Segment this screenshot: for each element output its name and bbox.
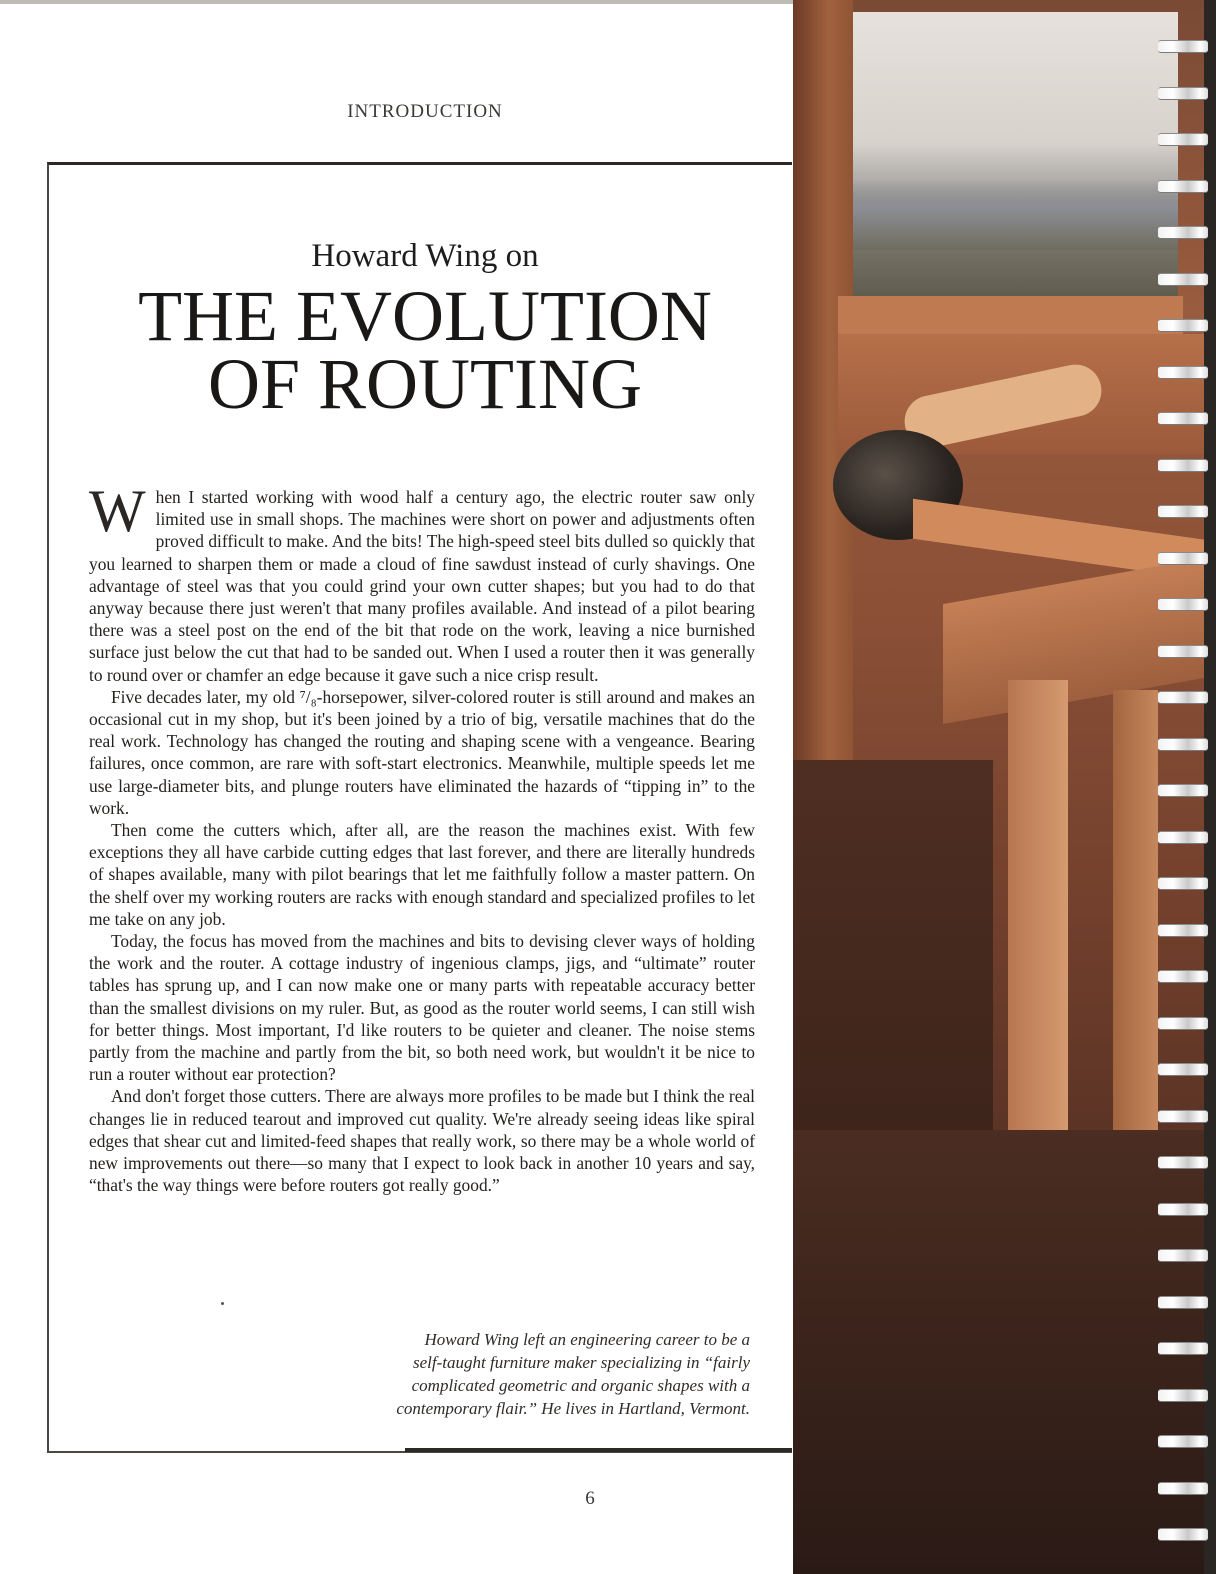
binding-coil <box>1158 1296 1208 1309</box>
binding-coil <box>1158 1110 1208 1123</box>
article-kicker: Howard Wing on <box>311 238 539 274</box>
binding-coil <box>1158 1389 1208 1402</box>
binding-coil <box>1158 1063 1208 1076</box>
body-paragraph: And don't forget those cutters. There are always more profiles to be made but I think the real changes lie in reduced tearout and improved cut quality. We're already seeing ideas like spiral edges that shear cut and limited-feed shapes that really work, so there may be a whole world of new improvements out there—so many that I expect to look back in another 10 years and say, “that's the way things were before routers got really good.” <box>89 1086 755 1196</box>
binding-coil <box>1158 924 1208 937</box>
stray-mark <box>221 1302 224 1305</box>
binding-coil <box>1158 273 1208 286</box>
binding-coil <box>1158 133 1208 146</box>
binding-coil <box>1158 691 1208 704</box>
bio-line: contemporary flair.” He lives in Hartland, Vermont. <box>396 1399 750 1418</box>
binding-coil <box>1158 459 1208 472</box>
binding-coil <box>1158 1482 1208 1495</box>
body-paragraph: When I started working with wood half a century ago, the electric router saw only limited use in small shops. The machines were short on power and adjustments often proved difficult to make. And the bits! The high-speed steel bits dulled so quickly that you learned to sharpen them or made a cloud of fine sawdust instead of curly shavings. One advantage of steel was that you could grind your own cutter shapes; but you had to do that anyway because there just weren't that many profiles available. And instead of a pilot bearing there was a steel post on the end of the bit that rode on the work, leaving a nice burnished surface just below the cut that had to be sanded out. When I used a router then it was generally to round over or chamfer an edge because it gave such a nice crisp result. <box>89 478 755 685</box>
photo-window <box>838 12 1178 302</box>
body-paragraph: Then come the cutters which, after all, are the reason the machines exist. With few exceptions they all have carbide cutting edges that last forever, and there are literally hundreds of shapes available, many with pilot bearings that let me faithfully follow a master pattern. On the shelf over my working routers are racks with enough standard and specialized profiles to let me take on any job. <box>89 820 755 929</box>
binding-coil <box>1158 180 1208 193</box>
binding-coil <box>1158 366 1208 379</box>
bio-line: complicated geometric and organic shapes with a <box>411 1376 750 1395</box>
binding-coil <box>1158 738 1208 751</box>
binding-coil <box>1158 87 1208 100</box>
binding-coil <box>1158 1435 1208 1448</box>
article-body <box>89 478 755 1197</box>
binding-coil <box>1158 40 1208 53</box>
binding-coil <box>1158 784 1208 797</box>
binding-coil <box>1158 319 1208 332</box>
binding-coil <box>1158 1203 1208 1216</box>
drop-cap: W <box>89 478 146 544</box>
bio-line: self-taught furniture maker specializing in “fairly <box>413 1353 750 1372</box>
binding-coil <box>1158 1528 1208 1541</box>
binding-coil <box>1158 412 1208 425</box>
binding-coil <box>1158 598 1208 611</box>
body-paragraph: Five decades later, my old ⁷/₈-horsepower, silver-colored router is still around and makes an occasional cut in my shop, but it's been joined by a trio of big, versatile machines that do the real work. Technology has changed the routing and shaping scene with a vengeance. Bearing failures, once common, are rare with soft-start electronics. Meanwhile, multiple speeds let me use large-diameter bits, and plunge routers have eliminated the hazards of “tipping in” to the work. <box>89 686 755 818</box>
spiral-binding <box>1152 0 1216 1574</box>
author-bio <box>330 1328 750 1420</box>
binding-coil <box>1158 1156 1208 1169</box>
body-paragraph: Today, the focus has moved from the machines and bits to devising clever ways of holding the work and the router. A cottage industry of ingenious clamps, jigs, and “ultimate” router tables has sprung up, and I can now make one or many parts with repeatable accuracy better than the smallest divisions on my ruler. But, as good as the router world seems, I can still wish for better things. Most important, I'd like routers to be quieter and cleaner. The noise stems partly from the machine and partly from the bit, so both need work, but wouldn't it be nice to run a router without ear protection? <box>89 931 755 1085</box>
binding-coil <box>1158 970 1208 983</box>
frame-bottom-bar <box>405 1448 792 1452</box>
article-headline <box>60 276 790 424</box>
binding-coil <box>1158 505 1208 518</box>
page-number: 6 <box>585 1488 595 1509</box>
bio-line: Howard Wing left an engineering career to be a <box>424 1330 750 1349</box>
binding-coil <box>1158 877 1208 890</box>
photo-hills <box>838 180 1178 250</box>
headline-line-1: THE EVOLUTION <box>138 276 712 356</box>
photo-shadow <box>793 760 993 1140</box>
binding-coil <box>1158 1342 1208 1355</box>
binding-coil <box>1158 552 1208 565</box>
photo-bench-leg <box>1008 680 1068 1160</box>
section-label: INTRODUCTION <box>347 101 503 122</box>
photo-sill <box>838 296 1183 334</box>
headline-line-2: OF ROUTING <box>207 344 642 424</box>
binding-coil <box>1158 1017 1208 1030</box>
binding-coil <box>1158 645 1208 658</box>
binding-coil <box>1158 831 1208 844</box>
binding-coil <box>1158 1249 1208 1262</box>
binding-coil <box>1158 226 1208 239</box>
